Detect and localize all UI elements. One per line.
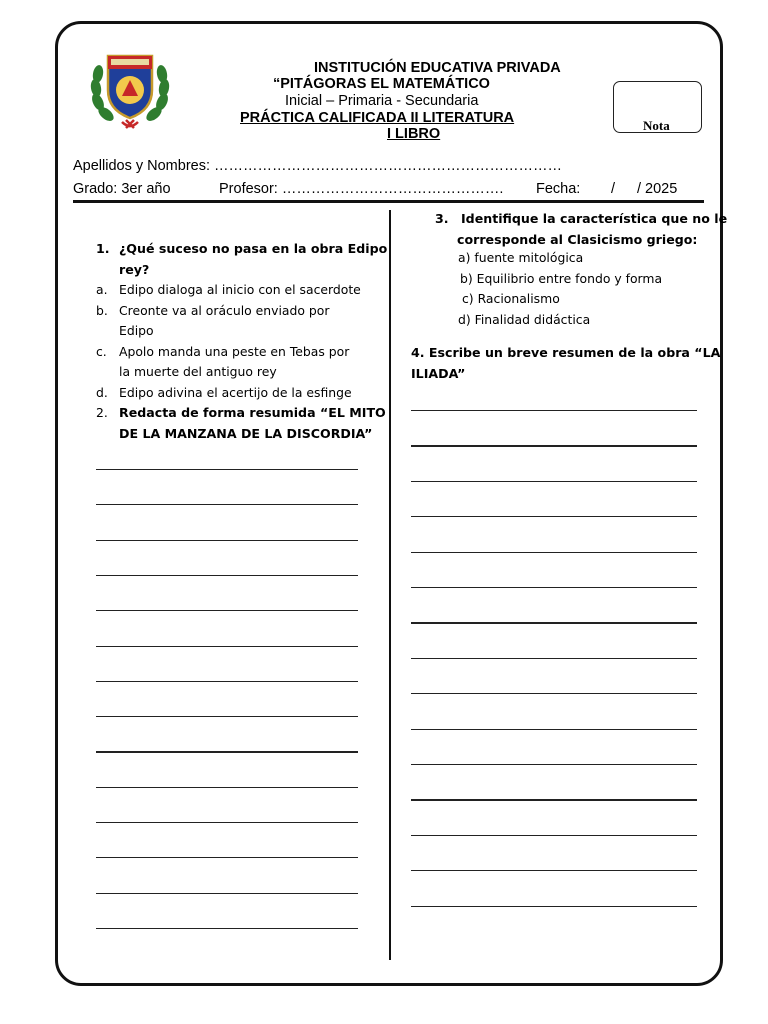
teacher-field[interactable]: Profesor: ………………………………………. xyxy=(219,181,504,197)
question-3-text-line2: corresponde al Clasicismo griego: xyxy=(457,232,698,247)
header-divider xyxy=(73,200,704,203)
answer-line[interactable] xyxy=(411,799,697,800)
question-3-number: 3. xyxy=(435,211,449,226)
answer-line[interactable] xyxy=(411,410,697,411)
answer-line[interactable] xyxy=(96,681,358,682)
q1-option-c[interactable]: Apolo manda una peste en Tebas por xyxy=(119,344,350,359)
answer-line[interactable] xyxy=(411,587,697,588)
answer-line[interactable] xyxy=(411,870,697,871)
answer-line[interactable] xyxy=(96,610,358,611)
question-2-number: 2. xyxy=(96,405,108,420)
q1-option-c-cont: la muerte del antiguo rey xyxy=(119,364,277,379)
question-3-text-line1: Identifique la característica que no le xyxy=(461,211,728,226)
question-4-text-line1: 4. Escribe un breve resumen de la obra “LA xyxy=(411,345,721,360)
answer-line[interactable] xyxy=(96,928,358,929)
question-1-text-line2: rey? xyxy=(119,262,150,277)
q1-option-b-cont: Edipo xyxy=(119,323,154,338)
date-separator: / xyxy=(611,181,616,197)
q1-option-d[interactable]: Edipo adivina el acertijo de la esfinge xyxy=(119,385,352,400)
date-label: Fecha: xyxy=(536,181,581,197)
q3-option-a[interactable]: a) fuente mitológica xyxy=(458,250,584,265)
question-2-text-line1: Redacta de forma resumida “EL MITO xyxy=(119,405,386,420)
answer-line[interactable] xyxy=(411,693,697,694)
date-year: / 2025 xyxy=(637,181,678,197)
answer-line[interactable] xyxy=(96,504,358,505)
answer-line[interactable] xyxy=(411,445,697,446)
answer-line[interactable] xyxy=(411,906,697,907)
answer-line[interactable] xyxy=(411,622,697,623)
question-1-number: 1. xyxy=(96,241,110,256)
school-levels: Inicial – Primaria - Secundaria xyxy=(285,93,479,109)
exam-title: PRÁCTICA CALIFICADA II LITERATURA xyxy=(240,110,515,126)
answer-line[interactable] xyxy=(96,540,358,541)
q1-option-a[interactable]: Edipo dialoga al inicio con el sacerdote xyxy=(119,282,361,297)
question-2-text-line2: DE LA MANZANA DE LA DISCORDIA” xyxy=(119,426,373,441)
q3-option-d[interactable]: d) Finalidad didáctica xyxy=(458,312,591,327)
book-label: I LIBRO xyxy=(387,126,441,142)
answer-line[interactable] xyxy=(411,835,697,836)
q1-option-a-letter: a. xyxy=(96,282,108,297)
answer-line[interactable] xyxy=(411,729,697,730)
answer-line[interactable] xyxy=(96,893,358,894)
answer-line[interactable] xyxy=(96,575,358,576)
q1-option-b-letter: b. xyxy=(96,303,108,318)
answer-line[interactable] xyxy=(96,751,358,752)
column-divider xyxy=(389,210,391,960)
question-4-text-line2: ILIADA” xyxy=(411,366,466,381)
student-name-field[interactable]: Apellidos y Nombres: ……………………………………………………………… xyxy=(73,158,563,174)
answer-line[interactable] xyxy=(96,469,358,470)
answer-line[interactable] xyxy=(96,787,358,788)
question-1-text-line1: ¿Qué suceso no pasa en la obra Edipo xyxy=(119,241,388,256)
grade-level: Grado: 3er año xyxy=(73,181,171,197)
grade-label: Nota xyxy=(643,118,670,133)
answer-line[interactable] xyxy=(411,481,697,482)
answer-line[interactable] xyxy=(411,764,697,765)
answer-line[interactable] xyxy=(96,646,358,647)
answer-line[interactable] xyxy=(411,516,697,517)
q1-option-b[interactable]: Creonte va al oráculo enviado por xyxy=(119,303,330,318)
answer-line[interactable] xyxy=(96,857,358,858)
answer-line[interactable] xyxy=(96,822,358,823)
q1-option-d-letter: d. xyxy=(96,385,108,400)
q1-option-c-letter: c. xyxy=(96,344,107,359)
q3-option-c[interactable]: c) Racionalismo xyxy=(462,291,560,306)
institution-title: INSTITUCIÓN EDUCATIVA PRIVADA xyxy=(314,60,561,76)
school-name: “PITÁGORAS EL MATEMÁTICO xyxy=(273,76,490,92)
answer-line[interactable] xyxy=(411,552,697,553)
school-crest-logo xyxy=(88,44,172,132)
q3-option-b[interactable]: b) Equilibrio entre fondo y forma xyxy=(460,271,663,286)
answer-line[interactable] xyxy=(96,716,358,717)
answer-line[interactable] xyxy=(411,658,697,659)
